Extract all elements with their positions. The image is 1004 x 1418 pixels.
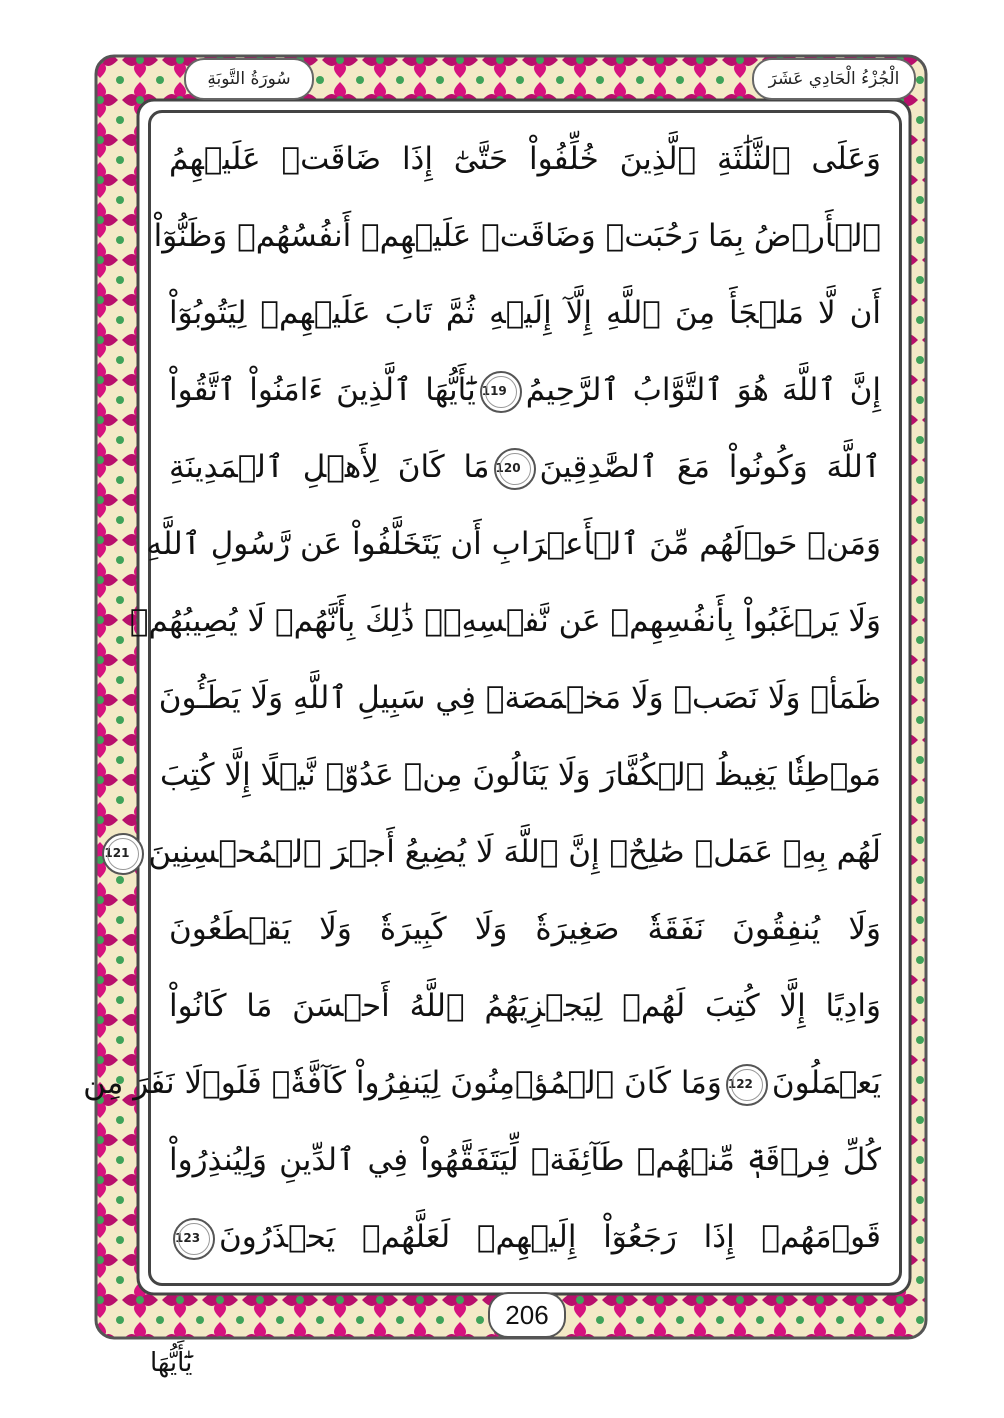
verse-text: إِنَّ ٱللَّهَ هُوَ ٱلتَّوَّابُ ٱلرَّحِيمُ [525, 372, 882, 408]
text-line [169, 119, 881, 199]
verse-text: يَٰٓأَيُّهَا ٱلَّذِينَ ءَامَنُواْ ٱتَّقُواْ [169, 372, 476, 408]
text-line [83, 1043, 881, 1123]
verse-text: ظَمَأٞ وَلَا نَصَبٞ وَلَا مَخۡمَصَةٞ فِي سَبِيلِ ٱللَّهِ وَلَا يَطَـُٔونَ [158, 680, 881, 716]
ayah-number-marker: 119 [480, 371, 522, 413]
page-number: 206 [488, 1292, 566, 1338]
verse-text: وَمَنۡ حَوۡلَهُم مِّنَ ٱلۡأَعۡرَابِ أَن يَتَخَلَّفُواْ عَن رَّسُولِ ٱللَّهِ [146, 526, 881, 562]
verse-text: كُلِّ فِرۡقَةٖ مِّنۡهُمۡ طَآئِفَةٞ لِّيَتَفَقَّهُواْ فِي ٱلدِّينِ وَلِيُنذِرُواْ [169, 1142, 881, 1178]
text-line [146, 504, 881, 584]
verse-text: وَلَا يُنفِقُونَ نَفَقَةٗ صَغِيرَةٗ وَلَا كَبِيرَةٗ وَلَا يَقۡطَعُونَ [169, 911, 881, 947]
verse-text: أَن لَّا مَلۡجَأَ مِنَ ٱللَّهِ إِلَّآ إِلَيۡهِ ثُمَّ تَابَ عَلَيۡهِمۡ لِيَتُوبُوٓاْ [169, 295, 881, 331]
text-line [169, 1120, 881, 1200]
ayah-number-marker: 120 [494, 448, 536, 490]
text-line [158, 658, 881, 738]
text-line [169, 966, 881, 1046]
verse-text: يَعۡمَلُونَ [771, 1065, 881, 1101]
text-line [129, 581, 881, 661]
ayah-number-marker: 123 [173, 1218, 215, 1260]
text-line [169, 1197, 881, 1277]
text-line [153, 196, 881, 276]
verse-text: مَوۡطِئٗا يَغِيظُ ٱلۡكُفَّارَ وَلَا يَنَالُونَ مِنۡ عَدُوّٖ نَّيۡلًا إِلَّا كُتِبَ [160, 757, 881, 793]
text-line [160, 735, 881, 815]
ayah-number-marker: 122 [726, 1064, 768, 1106]
text-line [169, 273, 881, 353]
catchword: يَٰٓأَيُّهَا [150, 1348, 193, 1378]
verse-text: مَا كَانَ لِأَهۡلِ ٱلۡمَدِينَةِ [169, 449, 490, 485]
header-juz-label: الْجُزْءُ الْحَادِي عَشَرَ [752, 58, 916, 100]
text-line [104, 812, 881, 892]
header-surah-label: سُورَةُ التَّوبَةِ [184, 58, 314, 100]
verse-text: قَوۡمَهُمۡ إِذَا رَجَعُوٓاْ إِلَيۡهِمۡ لَعَلَّهُمۡ يَحۡذَرُونَ [219, 1219, 881, 1255]
ayah-number-marker: 121 [102, 833, 144, 875]
verse-text: ٱللَّهَ وَكُونُواْ مَعَ ٱلصَّٰدِقِينَ [539, 449, 881, 485]
text-line [169, 889, 881, 969]
verse-text: وَعَلَى ٱلثَّلَٰثَةِ ٱلَّذِينَ خُلِّفُواْ حَتَّىٰٓ إِذَا ضَاقَتۡ عَلَيۡهِمُ [169, 141, 881, 177]
verse-text: لَهُم بِهِۦ عَمَلٞ صَٰلِحٌۚ إِنَّ ٱللَّهَ لَا يُضِيعُ أَجۡرَ ٱلۡمُحۡسِنِينَ [148, 834, 881, 870]
text-line [169, 427, 881, 507]
verse-text: ٱلۡأَرۡضُ بِمَا رَحُبَتۡ وَضَاقَتۡ عَلَيۡهِمۡ أَنفُسُهُمۡ وَظَنُّوٓاْ [153, 218, 881, 254]
verse-text: وَلَا يَرۡغَبُواْ بِأَنفُسِهِمۡ عَن نَّفۡسِهِۦۚ ذَٰلِكَ بِأَنَّهُمۡ لَا يُصِيبُهُمۡ [129, 603, 881, 639]
quran-text-panel [83, 110, 902, 1286]
verse-text: وَادِيًا إِلَّا كُتِبَ لَهُمۡ لِيَجۡزِيَهُمُ ٱللَّهُ أَحۡسَنَ مَا كَانُواْ [169, 988, 881, 1024]
text-line [169, 350, 881, 430]
verse-text: وَمَا كَانَ ٱلۡمُؤۡمِنُونَ لِيَنفِرُواْ كَآفَّةٗۚ فَلَوۡلَا نَفَرَ مِن [83, 1065, 722, 1101]
